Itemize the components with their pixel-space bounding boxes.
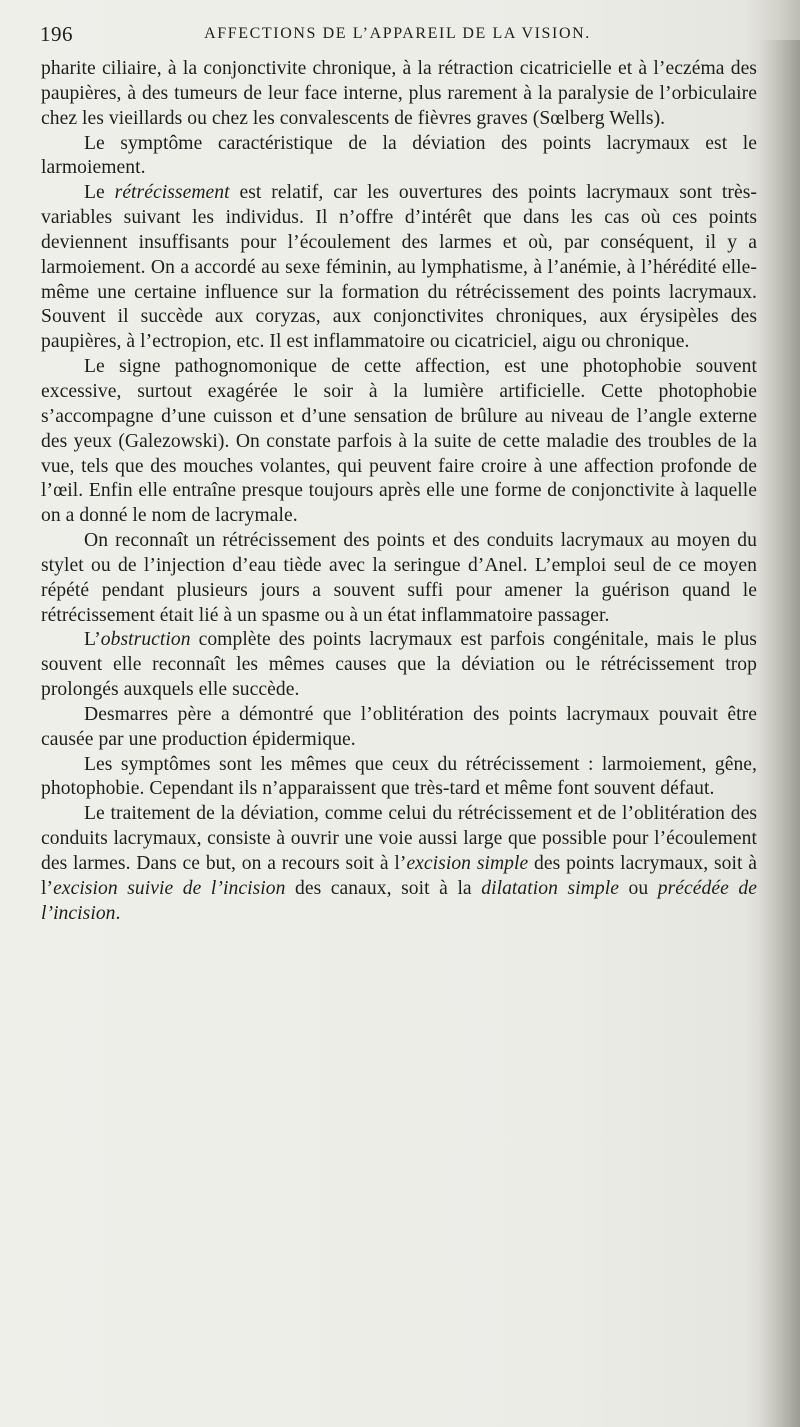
paragraph-traitement: Le traitement de la déviation, comme celui du rétrécissement et de l’oblitération des conduits lacrymaux, consiste à ouvrir une voie aussi large que possible pour l’écoulement des larmes. Dans ce but, on a recours soit à l’excision simple des points lacrymaux, soit à l’excision suivie de l’incision des canaux, soit à la dilatation simple ou précédée de l’incision. (41, 803, 757, 924)
term-excision-simple: excision simple (406, 853, 529, 874)
term-obstruction: obstruction (100, 629, 191, 651)
term-excision-incision: excision suivie de l’incision (53, 877, 286, 899)
page-number: 196 (40, 22, 73, 46)
paragraph-symptomes: Les symptômes sont les mêmes que ceux du rétrécissement : larmoiement, gêne, photophobie. Cependant ils n’apparaissent que très-tard et même font souvent défaut. (41, 753, 757, 800)
body-text (41, 57, 757, 927)
paragraph-retrecissement: Le rétrécissement est relatif, car les ouvertures des points lacrymaux sont très-variables suivant les individus. Il n’offre d’intérêt que dans les cas où ces points deviennent insuffisants pour l’écoulement des larmes et où, par conséquent, il y a larmoiement. On a accordé au sexe féminin, au lymphatisme, à l’anémie, à l’hérédité elle-même une certaine influence sur la formation du rétrécissement des points lacrymaux. Souvent il succède aux coryzas, aux conjonctivites chroniques, aux érysipèles des paupières, à l’ectropion, etc. Il est inflammatoire ou cicatriciel, aigu ou chronique. (41, 182, 757, 353)
binding-shadow (758, 40, 800, 1427)
paragraph-desmarres: Desmarres père a démontré que l’oblitération des points lacrymaux pouvait être causée par une production épidermique. (41, 703, 757, 750)
term-dilatation-simple: dilatation simple (481, 877, 619, 899)
paragraph-diagnostic: On reconnaît un rétrécissement des points et des conduits lacrymaux au moyen du stylet ou de l’injection d’eau tiède avec la seringue d’Anel. L’emploi seul de ce moyen répété pendant plusieurs jours a souvent suffi pour amener la guérison quand le rétrécissement était lié à un spasme ou à un état inflammatoire passager. (41, 530, 757, 626)
term-retrecissement: rétrécissement (114, 182, 230, 204)
running-title: AFFECTIONS DE L’APPAREIL DE LA VISION. (204, 25, 591, 42)
running-head (40, 22, 755, 56)
paragraph-symptom: Le symptôme caractéristique de la déviation des points lacrymaux est le larmoiement. (41, 132, 757, 179)
paragraph-photophobie: Le signe pathognomonique de cette affection, est une photophobie souvent excessive, surtout exagérée le soir à la lumière artificielle. Cette photophobie s’accompagne d’une cuisson et d’une sensation de brûlure au niveau de l’angle externe des yeux (Galezowski). On constate parfois à la suite de cette maladie des troubles de la vue, tels que des mouches volantes, qui peuvent faire croire à une affection profonde de l’œil. Enfin elle entraîne presque toujours après elle une forme de conjonctivite à laquelle on a donné le nom de lacrymale. (41, 356, 757, 527)
paragraph-obstruction: L’obstruction complète des points lacrymaux est parfois congénitale, mais le plus souvent elle reconnaît les mêmes causes que la déviation ou le rétrécissement trop prolongés auxquels elle succède. (41, 629, 757, 701)
paragraph-continuation: pharite ciliaire, à la conjonctivite chronique, à la rétraction cicatricielle et à l’eczéma des paupières, à des tumeurs de leur face interne, plus rarement à la paralysie de l’orbiculaire chez les vieillards ou chez les convalescents de fièvres graves (Sœlberg Wells). (41, 58, 757, 129)
term-precedee-incision: précédée de l’incision (41, 877, 757, 924)
